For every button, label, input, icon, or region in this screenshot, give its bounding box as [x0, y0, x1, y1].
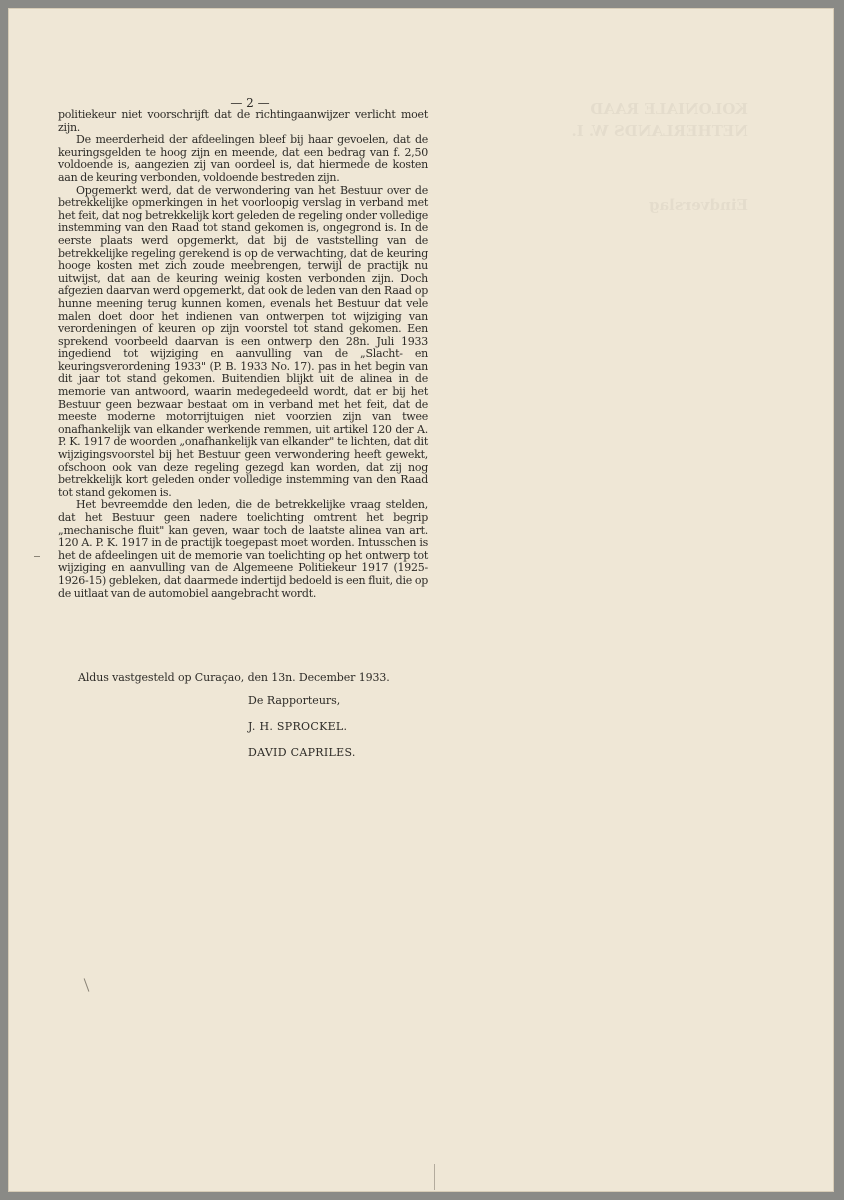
- pencil-mark: [34, 556, 40, 557]
- paragraph: De meerderheid der afdeelingen bleef bij haar gevoelen, dat de keuringsgelden te hoog zijn en meende, dat een bedrag van f. 2,50 voldoende is, aangezien zij van oordeel is, dat hiermede de kosten aan de keuring verbonden, voldoende bestreden zijn.: [58, 133, 428, 184]
- paragraph: Opgemerkt werd, dat de verwondering van het Bestuur over de betrekkelijke opmerkingen in het voorloopig verslag in verband met het feit, dat nog betrekkelijk kort geleden de regeling onder volledige instemming van den Raad tot stand gekomen is, ongegrond is. In de eerste plaats werd opgemerkt, dat bij de vaststelling van de betrekkelijke regeling gerekend is op de verwachting, dat de keuring hooge kosten met zich zoude meebrengen, terwijl de practijk nu uitwijst, dat aan de keuring weinig kosten verbonden zijn. Doch afgezien daarvan werd opgemerkt, dat ook de leden van den Raad op hunne meening terug kunnen komen, evenals het Bestuur dat vele malen doet door het indienen van ontwerpen tot wijziging van verordeningen of keuren op zijn voorstel tot stand gekomen. Een sprekend voorbeeld daarvan is een ontwerp den 28n. Juli 1933 ingediend tot wijziging en aanvulling van de „Slacht- en keuringsverordening 1933" (P. B. 1933 No. 17). pas in het begin van dit jaar tot stand gekomen. Buitendien blijkt uit de alinea in de memorie van antwoord, waarin medegedeeld wordt, dat er bij het Bestuur geen bezwaar bestaat om in verband met het feit, dat de meeste moderne motorrijtuigen niet voorzien zijn van twee onafhankelijk van elkander werkende remmen, uit artikel 120 der A. P. K. 1917 de woorden „onafhankelijk van elkander" te lichten, dat dit wijzigingsvoorstel bij het Bestuur geen verwondering heeft gewekt, ofschoon ook van deze regeling gezegd kan worden, dat zij nog betrekkelijk kort geleden onder volledige instemming van den Raad tot stand gekomen is.: [58, 183, 428, 499]
- pencil-mark: [434, 1164, 435, 1190]
- signature-title: De Rapporteurs,: [248, 694, 341, 707]
- signatory-name: DAVID CAPRILES.: [248, 746, 356, 759]
- page-number: — 2 —: [230, 96, 270, 110]
- closing-line: Aldus vastgesteld op Curaçao, den 13n. December 1933.: [78, 671, 390, 684]
- paragraph: politiekeur niet voorschrijft dat de richtingaanwijzer verlicht moet zijn.: [58, 108, 428, 134]
- paragraph: Het bevreemdde den leden, die de betrekkelijke vraag stelden, dat het Bestuur geen nadere toelichting omtrent het begrip „mechanische fluit" kan geven, waar toch de laatste alinea van art. 120 A. P. K. 1917 in de practijk toegepast moet worden. Intusschen is het de afdeelingen uit de memorie van toelichting op het ontwerp tot wijziging en aanvulling van de Algemeene Politiekeur 1917 (1925-1926-15) gebleken, dat daarmede indertijd bedoeld is een fluit, die op de uitlaat van de automobiel aangebracht wordt.: [58, 498, 428, 600]
- document-page: [8, 8, 834, 1192]
- bleed-through-text: KOLONIALE RAAD NETHERLANDS W. I. Eindverslag: [571, 100, 748, 214]
- signatory-name: J. H. SPROCKEL.: [248, 720, 348, 733]
- report-body: [58, 109, 428, 600]
- pencil-mark: [84, 978, 90, 991]
